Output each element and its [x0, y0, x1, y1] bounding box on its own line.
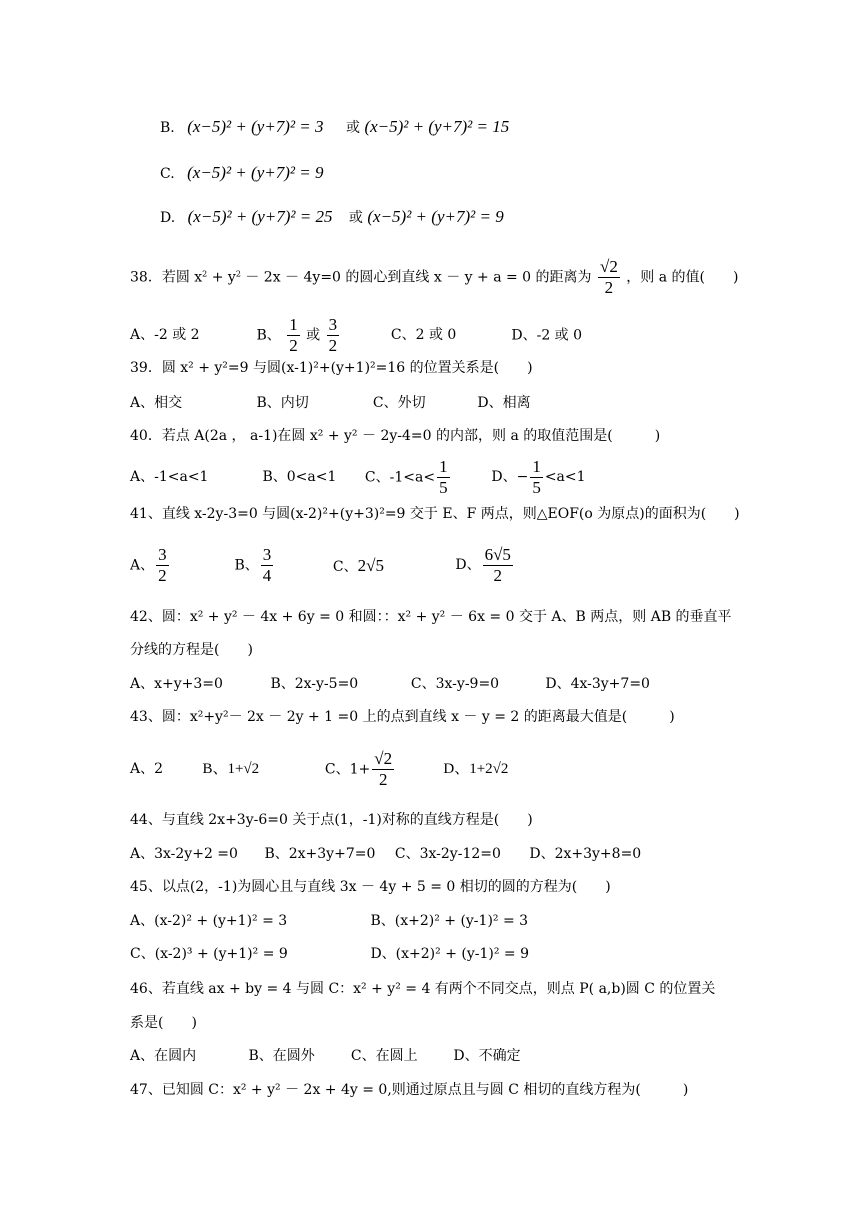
question-43: 43、圆：x²+y²－ 2x － 2y + 1 =0 上的点到直线 x － y = 2 的距离最大值是( ) [130, 709, 675, 725]
option-a: A、在圆内 [130, 1048, 197, 1064]
option-b: B、2x-y-5=0 [270, 676, 359, 692]
option-c [333, 557, 451, 574]
fraction [372, 750, 394, 789]
fraction-numerator: 3 [262, 545, 272, 564]
option-c [325, 750, 439, 789]
fraction [327, 316, 340, 355]
fraction-denominator: 2 [493, 565, 503, 585]
option-c [365, 458, 487, 497]
option-d: D、不确定 [453, 1048, 521, 1064]
option-label: A、 [130, 557, 155, 574]
option-d: D、相离 [477, 395, 531, 411]
option-a [130, 546, 230, 585]
option-a: A、(x-2)² + (y+1)² = 3 [130, 913, 288, 929]
fraction [156, 546, 169, 585]
option-d-prev [160, 208, 504, 225]
option-label: B、 [256, 327, 281, 344]
option-c: C、2 或 0 [390, 327, 457, 344]
fraction-denominator: 5 [532, 477, 541, 497]
option-text: D、− [491, 469, 529, 486]
option-a: A、-2 或 2 [130, 327, 200, 344]
option-c: C、在圆上 [350, 1048, 418, 1064]
fraction-numerator: 3 [158, 545, 167, 564]
question-46-continued: 系是( ) [130, 1015, 197, 1031]
option-d [455, 545, 515, 585]
fraction-numerator: √2 [600, 257, 618, 276]
option-label: D. [160, 210, 176, 226]
question-38-options [130, 316, 582, 355]
option-b: B、0<a<1 [262, 469, 337, 486]
fraction [437, 458, 450, 497]
equation: (x−5)² + (y+7)² = 9 [367, 207, 504, 226]
fraction-denominator: 2 [328, 335, 338, 355]
option-d: D、-2 或 0 [511, 327, 583, 344]
or-word: 或 [348, 210, 363, 226]
fraction-denominator: 2 [378, 769, 388, 789]
fraction [598, 258, 620, 297]
question-45-options-row2 [130, 947, 529, 961]
question-42: 42、圆：x² + y² － 4x + 6y = 0 和圆：：x² + y² － 6x = 0 交于 A、B 两点，则 AB 的垂直平 [130, 609, 732, 625]
question-text: － 2x － 4y=0 的圆心到直线 x － y + a = 0 的距离为 [245, 269, 592, 286]
option-b-prev [160, 118, 509, 135]
question-41-options [130, 546, 515, 585]
option-b: B、在圆外 [248, 1048, 315, 1064]
option-a: A、3x-2y+2 =0 [130, 846, 238, 862]
option-label: B、 [234, 557, 259, 574]
option-c: C、3x-2y-12=0 [394, 846, 501, 862]
question-45-options-row1 [130, 914, 528, 928]
option-a: A、相交 [130, 395, 183, 411]
option-c: C、3x-y-9=0 [410, 676, 500, 692]
question-43-options [130, 750, 508, 789]
question-40: 40．若点 A(2a ， a-1)在圆 x² + y² － 2y-4=0 的内部，则 a 的取值范围是( ) [130, 428, 661, 444]
option-value: 2√5 [357, 555, 384, 575]
option-b [256, 316, 386, 355]
fraction-numerator: 1 [439, 457, 448, 476]
option-b [234, 546, 328, 585]
question-41: 41、直线 x-2y-3=0 与圆(x-2)²+(y+3)²=9 交于 E、F 两点，则△EOF(o 为原点)的面积为( ) [130, 506, 740, 522]
question-text: ，则 a 的值( ) [626, 269, 739, 286]
fraction-denominator: 2 [158, 565, 167, 585]
option-d: D、(x+2)² + (y-1)² = 9 [370, 946, 529, 962]
fraction-numerator: 1 [532, 457, 541, 476]
option-a: A、-1<a<1 [130, 469, 209, 486]
question-46-options [130, 1049, 521, 1063]
option-a: A、x+y+3=0 [130, 676, 223, 692]
fraction-denominator: 5 [439, 477, 448, 497]
question-44-options [130, 847, 641, 861]
option-text: C、1+ [324, 761, 371, 778]
fraction [530, 458, 543, 497]
option-c: C、(x-2)³ + (y+1)² = 9 [130, 946, 288, 962]
question-44: 44、与直线 2x+3y-6=0 关于点(1，-1)对称的直线方程是( ) [130, 812, 533, 828]
option-a: A、2 [130, 761, 164, 778]
equation: (x−5)² + (y+7)² = 15 [364, 117, 510, 136]
fraction [287, 316, 300, 355]
option-d [491, 457, 586, 497]
option-b: B、(x+2)² + (y-1)² = 3 [370, 913, 529, 929]
question-text: + y [211, 269, 236, 286]
fraction-numerator: √2 [374, 749, 393, 768]
question-40-options [130, 458, 586, 497]
option-d: D、4x-3y+7=0 [545, 676, 650, 692]
fraction [483, 546, 513, 585]
fraction-numerator: 1 [289, 315, 298, 334]
fraction-numerator: 6√5 [484, 545, 511, 564]
question-42-continued: 分线的方程是( ) [130, 642, 253, 658]
option-d: D、2x+3y+8=0 [529, 846, 642, 862]
option-b: B、2x+3y+7=0 [264, 846, 376, 862]
option-b: B、内切 [256, 395, 309, 411]
option-label: C. [160, 166, 175, 182]
option-label: C、 [332, 558, 358, 575]
option-c-prev [160, 164, 323, 181]
option-c: C、外切 [372, 395, 426, 411]
option-label: D、 [455, 557, 481, 574]
fraction-denominator: 2 [604, 277, 614, 297]
fraction-denominator: 2 [289, 335, 298, 355]
option-text: <a<1 [544, 469, 586, 486]
question-38: 38．若圆 $x^2 + y^2 - 2x - 4y=0$ 的圆心到直线 x － y + a = 0 的距离为 $\frac{√2}{2}$ ，则 a 的值( ) [130, 257, 739, 297]
option-d: D、1+2√2 [443, 760, 509, 777]
fraction-denominator: 4 [262, 565, 272, 585]
or-word: 或 [345, 120, 360, 136]
equation: (x−5)² + (y+7)² = 9 [187, 163, 324, 182]
question-47: 47、已知圆 C：x² + y² － 2x + 4y = 0,则通过原点且与圆 C 相切的直线方程为( ) [130, 1082, 689, 1098]
option-label: B. [160, 120, 175, 136]
question-39: 39．圆 x² + y²=9 与圆(x-1)²+(y+1)²=16 的位置关系是( ) [130, 360, 533, 376]
question-45: 45、以点(2，-1)为圆心且与直线 3x － 4y + 5 = 0 相切的圆的方程为( ) [130, 879, 611, 895]
question-46: 46、若直线 ax + by = 4 与圆 C：x² + y² = 4 有两个不同交点，则点 P( a,b)圆 C 的位置关 [130, 981, 716, 997]
fraction [261, 546, 274, 585]
option-b: B、1+√2 [202, 760, 260, 777]
option-text: C、-1<a< [364, 469, 436, 486]
equation: (x−5)² + (y+7)² = 3 [187, 117, 324, 136]
question-text: 38．若圆 x [130, 269, 203, 286]
fraction-numerator: 3 [328, 315, 338, 334]
equation: (x−5)² + (y+7)² = 25 [187, 207, 333, 226]
or-word: 或 [306, 327, 321, 344]
question-42-options [130, 677, 650, 691]
question-39-options [130, 396, 531, 410]
